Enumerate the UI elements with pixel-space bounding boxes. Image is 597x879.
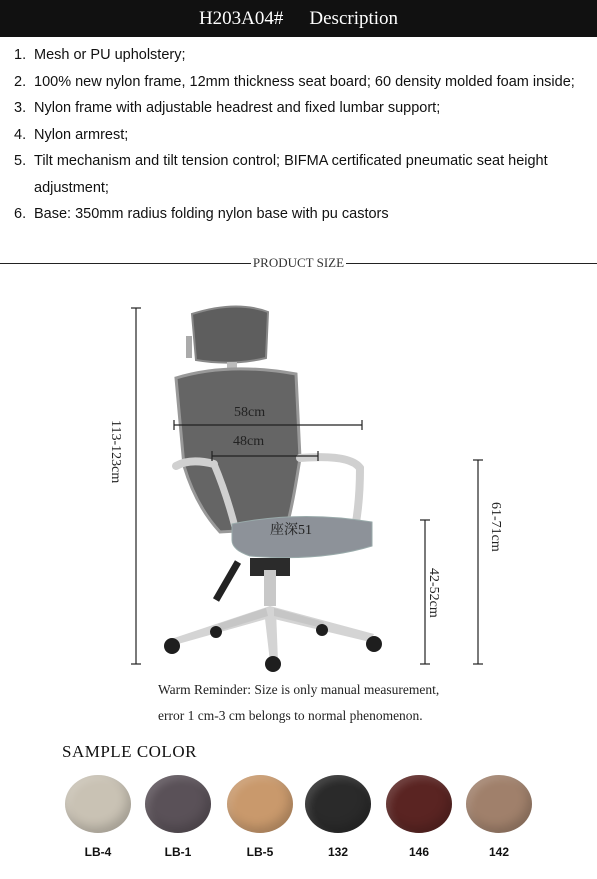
dim-seat-depth: 座深51 xyxy=(270,523,312,538)
swatch-label: 132 xyxy=(327,845,349,859)
list-item: 4. Nylon armrest; xyxy=(14,126,129,143)
title-bar xyxy=(0,0,597,37)
dim-seat-height: 42-52cm xyxy=(426,568,441,618)
list-item: 3. Nylon frame with adjustable headrest and fixed lumbar support; xyxy=(14,100,441,116)
swatch-disc xyxy=(145,775,211,833)
description-list xyxy=(14,42,589,228)
swatch-disc xyxy=(466,775,532,833)
chair-dimension-diagram xyxy=(0,270,597,680)
color-swatches xyxy=(0,775,597,865)
swatch-lb-1[interactable] xyxy=(133,775,223,859)
dim-total-height: 113-123cm xyxy=(108,420,123,484)
swatch-disc xyxy=(65,775,131,833)
list-item: 5. Tilt mechanism and tilt tension control; BIFMA certificated pneumatic seat height adjustment; xyxy=(14,153,548,196)
office-chair-illustration xyxy=(164,306,382,672)
swatch-146[interactable] xyxy=(374,775,464,859)
swatch-142[interactable] xyxy=(454,775,544,859)
list-item: 2. 100% new nylon frame, 12mm thickness seat board; 60 density molded foam inside; xyxy=(14,73,575,90)
swatch-disc xyxy=(227,775,293,833)
swatch-disc xyxy=(386,775,452,833)
list-item: 6. Base: 350mm radius folding nylon base with pu castors xyxy=(14,206,389,222)
swatch-label: LB-4 xyxy=(84,845,112,859)
dim-outer-width: 58cm xyxy=(234,405,266,420)
reminder-line-1: Warm Reminder: Size is only manual measurement, xyxy=(158,682,440,697)
swatch-disc xyxy=(305,775,371,833)
swatch-lb-4[interactable] xyxy=(53,775,143,859)
swatch-label: 142 xyxy=(488,845,510,859)
swatch-label: LB-5 xyxy=(246,845,274,859)
swatch-132[interactable] xyxy=(293,775,383,859)
product-size-title: PRODUCT SIZE xyxy=(252,255,345,270)
list-item: 1. Mesh or PU upholstery; xyxy=(14,47,186,63)
reminder-line-2: error 1 cm-3 cm belongs to normal phenomenon. xyxy=(158,708,423,723)
sample-color-title: SAMPLE COLOR xyxy=(62,742,197,761)
swatch-label: LB-1 xyxy=(164,845,192,859)
dim-arm-height: 61-71cm xyxy=(488,502,503,552)
header-title: Description xyxy=(309,7,399,29)
dim-inner-width: 48cm xyxy=(233,434,265,449)
product-code: H203A04# xyxy=(198,7,284,29)
swatch-lb-5[interactable] xyxy=(215,775,305,859)
swatch-label: 146 xyxy=(408,845,430,859)
